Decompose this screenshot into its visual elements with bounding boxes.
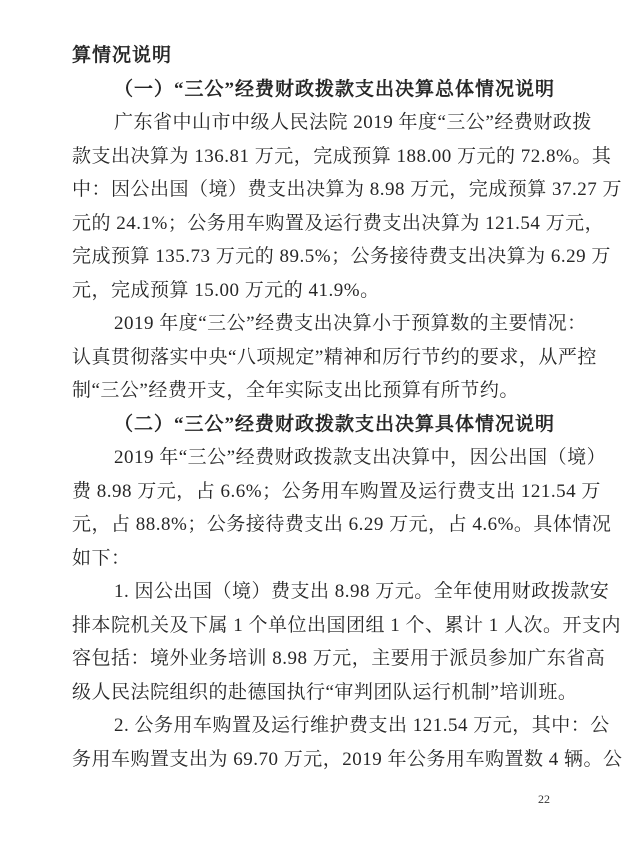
text-line: 广东省中山市中级人民法院 2019 年度“三公”经费财政拨	[114, 112, 592, 133]
text-line: 元的 24.1%；公务用车购置及运行费支出决算为 121.54 万元，	[72, 212, 605, 234]
text-line: 认真贯彻落实中央“八项规定”精神和厉行节约的要求，从严控	[72, 346, 597, 368]
section-heading-1: （一）“三公”经费财政拨款支出决算总体情况说明	[114, 78, 556, 100]
page-number: 22	[538, 792, 550, 806]
text-line: 务用车购置支出为 69.70 万元，2019 年公务用车购置数 4 辆。公	[72, 748, 623, 770]
text-line: 级人民法院组织的赴德国执行“审判团队运行机制”培训班。	[72, 681, 578, 703]
text-line: 款支出决算为 136.81 万元，完成预算 188.00 万元的 72.8%。其	[72, 145, 612, 167]
text-line: 如下：	[72, 547, 131, 569]
text-line: 完成预算 135.73 万元的 89.5%；公务接待费支出决算为 6.29 万	[72, 246, 611, 267]
text-line: 制“三公”经费开支，全年实际支出比预算有所节约。	[72, 380, 519, 401]
text-line: 中：因公出国（境）费支出决算为 8.98 万元，完成预算 37.27 万	[72, 179, 623, 200]
text-line: 2. 公务用车购置及运行维护费支出 121.54 万元，其中：公	[114, 715, 610, 736]
text-line: 元，占 88.8%；公务接待费支出 6.29 万元，占 4.6%。具体情况	[72, 514, 612, 535]
text-line: 2019 年度“三公”经费支出决算小于预算数的主要情况：	[114, 313, 587, 334]
document-body	[72, 39, 623, 776]
text-line: 1. 因公出国（境）费支出 8.98 万元。全年使用财政拨款安	[114, 581, 610, 602]
section-heading-2: （二）“三公”经费财政拨款支出决算具体情况说明	[114, 413, 556, 435]
text-line: 排本院机关及下属 1 个单位出国团组 1 个、累计 1 人次。开支内	[72, 614, 622, 636]
text-line: 2019 年“三公”经费财政拨款支出决算中，因公出国（境）	[114, 447, 607, 468]
text-line: 容包括：境外业务培训 8.98 万元，主要用于派员参加广东省高	[72, 648, 606, 669]
heading-partial-line: 算情况说明	[72, 45, 173, 66]
text-line: 费 8.98 万元，占 6.6%；公务用车购置及运行费支出 121.54 万	[72, 480, 601, 502]
text-line: 元，完成预算 15.00 万元的 41.9%。	[72, 279, 380, 301]
